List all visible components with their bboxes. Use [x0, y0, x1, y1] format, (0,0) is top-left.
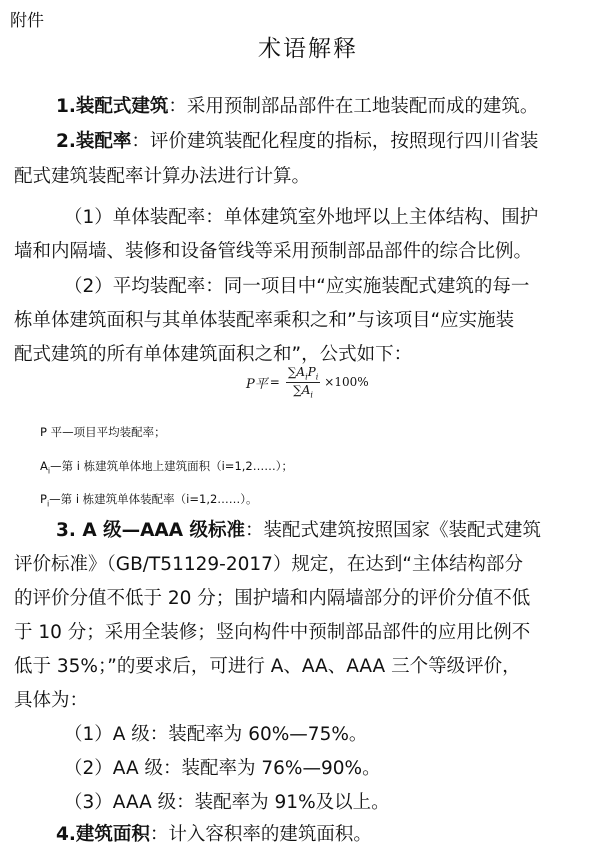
- term-4-head: 4.建筑面积: [56, 824, 150, 845]
- numerator-a-sub: i: [305, 372, 308, 382]
- grade-a: （1）A 级：装配率为 60%—75%。: [64, 724, 368, 745]
- numerator-a: A: [296, 365, 306, 380]
- sub-2-line-2: 栋单体建筑面积与其单体装配率乘积之和”与该项目“应实施装: [14, 310, 515, 331]
- sum-symbol: ∑: [293, 382, 302, 397]
- legend-a-text: —第 i 栋建筑单体地上建筑面积（i=1,2……）；: [50, 459, 293, 473]
- sub-1-line-2: 墙和内隔墙、装修和设备管线等采用预制部品部件的综合比例。: [14, 241, 533, 262]
- legend-a-symbol: A: [40, 459, 48, 473]
- denominator-a-sub: i: [310, 389, 313, 399]
- term-2-head: 2.装配率: [56, 131, 132, 152]
- sub-2-line-3: 配式建筑的所有单体建筑面积之和”，公式如下：: [14, 344, 413, 365]
- formula-eq: =: [269, 375, 280, 389]
- term-3-head: 3. A 级—AAA 级标准: [56, 520, 245, 541]
- term-2-line-2: 配式建筑装配率计算办法进行计算。: [14, 166, 311, 187]
- formula-lhs: P平: [246, 376, 268, 392]
- term-1-head: 1.装配式建筑: [56, 96, 169, 117]
- term-3-line-6: 具体为：: [14, 690, 89, 711]
- term-2-line-1: [14, 125, 616, 160]
- term-2-body: ：评价建筑装配化程度的指标，按照现行四川省装: [131, 131, 539, 152]
- term-1-body: ：采用预制部品部件在工地装配而成的建筑。: [168, 96, 539, 117]
- term-1: [14, 90, 616, 125]
- grade-aaa: （3）AAA 级：装配率为 91%及以上。: [64, 792, 390, 813]
- term-4: [14, 818, 616, 853]
- term-3-line-4: 于 10 分；采用全装修；竖向构件中预制部品部件的应用比例不: [14, 622, 531, 643]
- formula-numerator: [286, 365, 320, 382]
- term-3-line-3: 的评价分值不低于 20 分；围护墙和内隔墙部分的评价分值不低: [14, 588, 531, 609]
- formula-rhs: ×100%: [324, 375, 369, 389]
- formula-fraction: [286, 365, 320, 399]
- legend-p-symbol: P: [40, 492, 47, 506]
- term-3-line-1: [14, 514, 616, 549]
- sub-2-line-1: （2）平均装配率：同一项目中“应实施装配式建筑的每一: [64, 276, 530, 297]
- attachment-label: 附件: [10, 11, 44, 31]
- formula: [246, 362, 369, 402]
- numerator-p: P: [307, 365, 316, 380]
- legend-a-i: [40, 458, 293, 475]
- legend-a-sub: i: [47, 466, 51, 476]
- legend-p-text: —第 i 栋建筑单体装配率（i=1,2……）。: [49, 492, 258, 506]
- legend-p-i: [40, 491, 258, 508]
- grade-aa: （2）AA 级：装配率为 76%—90%。: [64, 758, 381, 779]
- term-3-line-5: 低于 35%；”的要求后，可进行 A、AA、AAA 三个等级评价，: [14, 656, 521, 677]
- legend-p-avg: P 平—项目平均装配率；: [40, 425, 166, 439]
- sum-symbol: ∑: [287, 365, 297, 380]
- numerator-p-sub: i: [315, 372, 319, 382]
- sub-1-line-1: （1）单体装配率：单体建筑室外地坪以上主体结构、围护: [64, 207, 539, 228]
- term-3-body: ：装配式建筑按照国家《装配式建筑: [245, 520, 542, 541]
- denominator-a: A: [301, 382, 311, 397]
- legend-p-sub: i: [46, 499, 50, 509]
- page-title: 术语解释: [258, 36, 358, 62]
- term-3-line-2: 评价标准》（GB/T51129-2017）规定，在达到“主体结构部分: [14, 554, 524, 575]
- term-4-body: ：计入容积率的建筑面积。: [149, 824, 372, 845]
- formula-denominator: [291, 383, 315, 399]
